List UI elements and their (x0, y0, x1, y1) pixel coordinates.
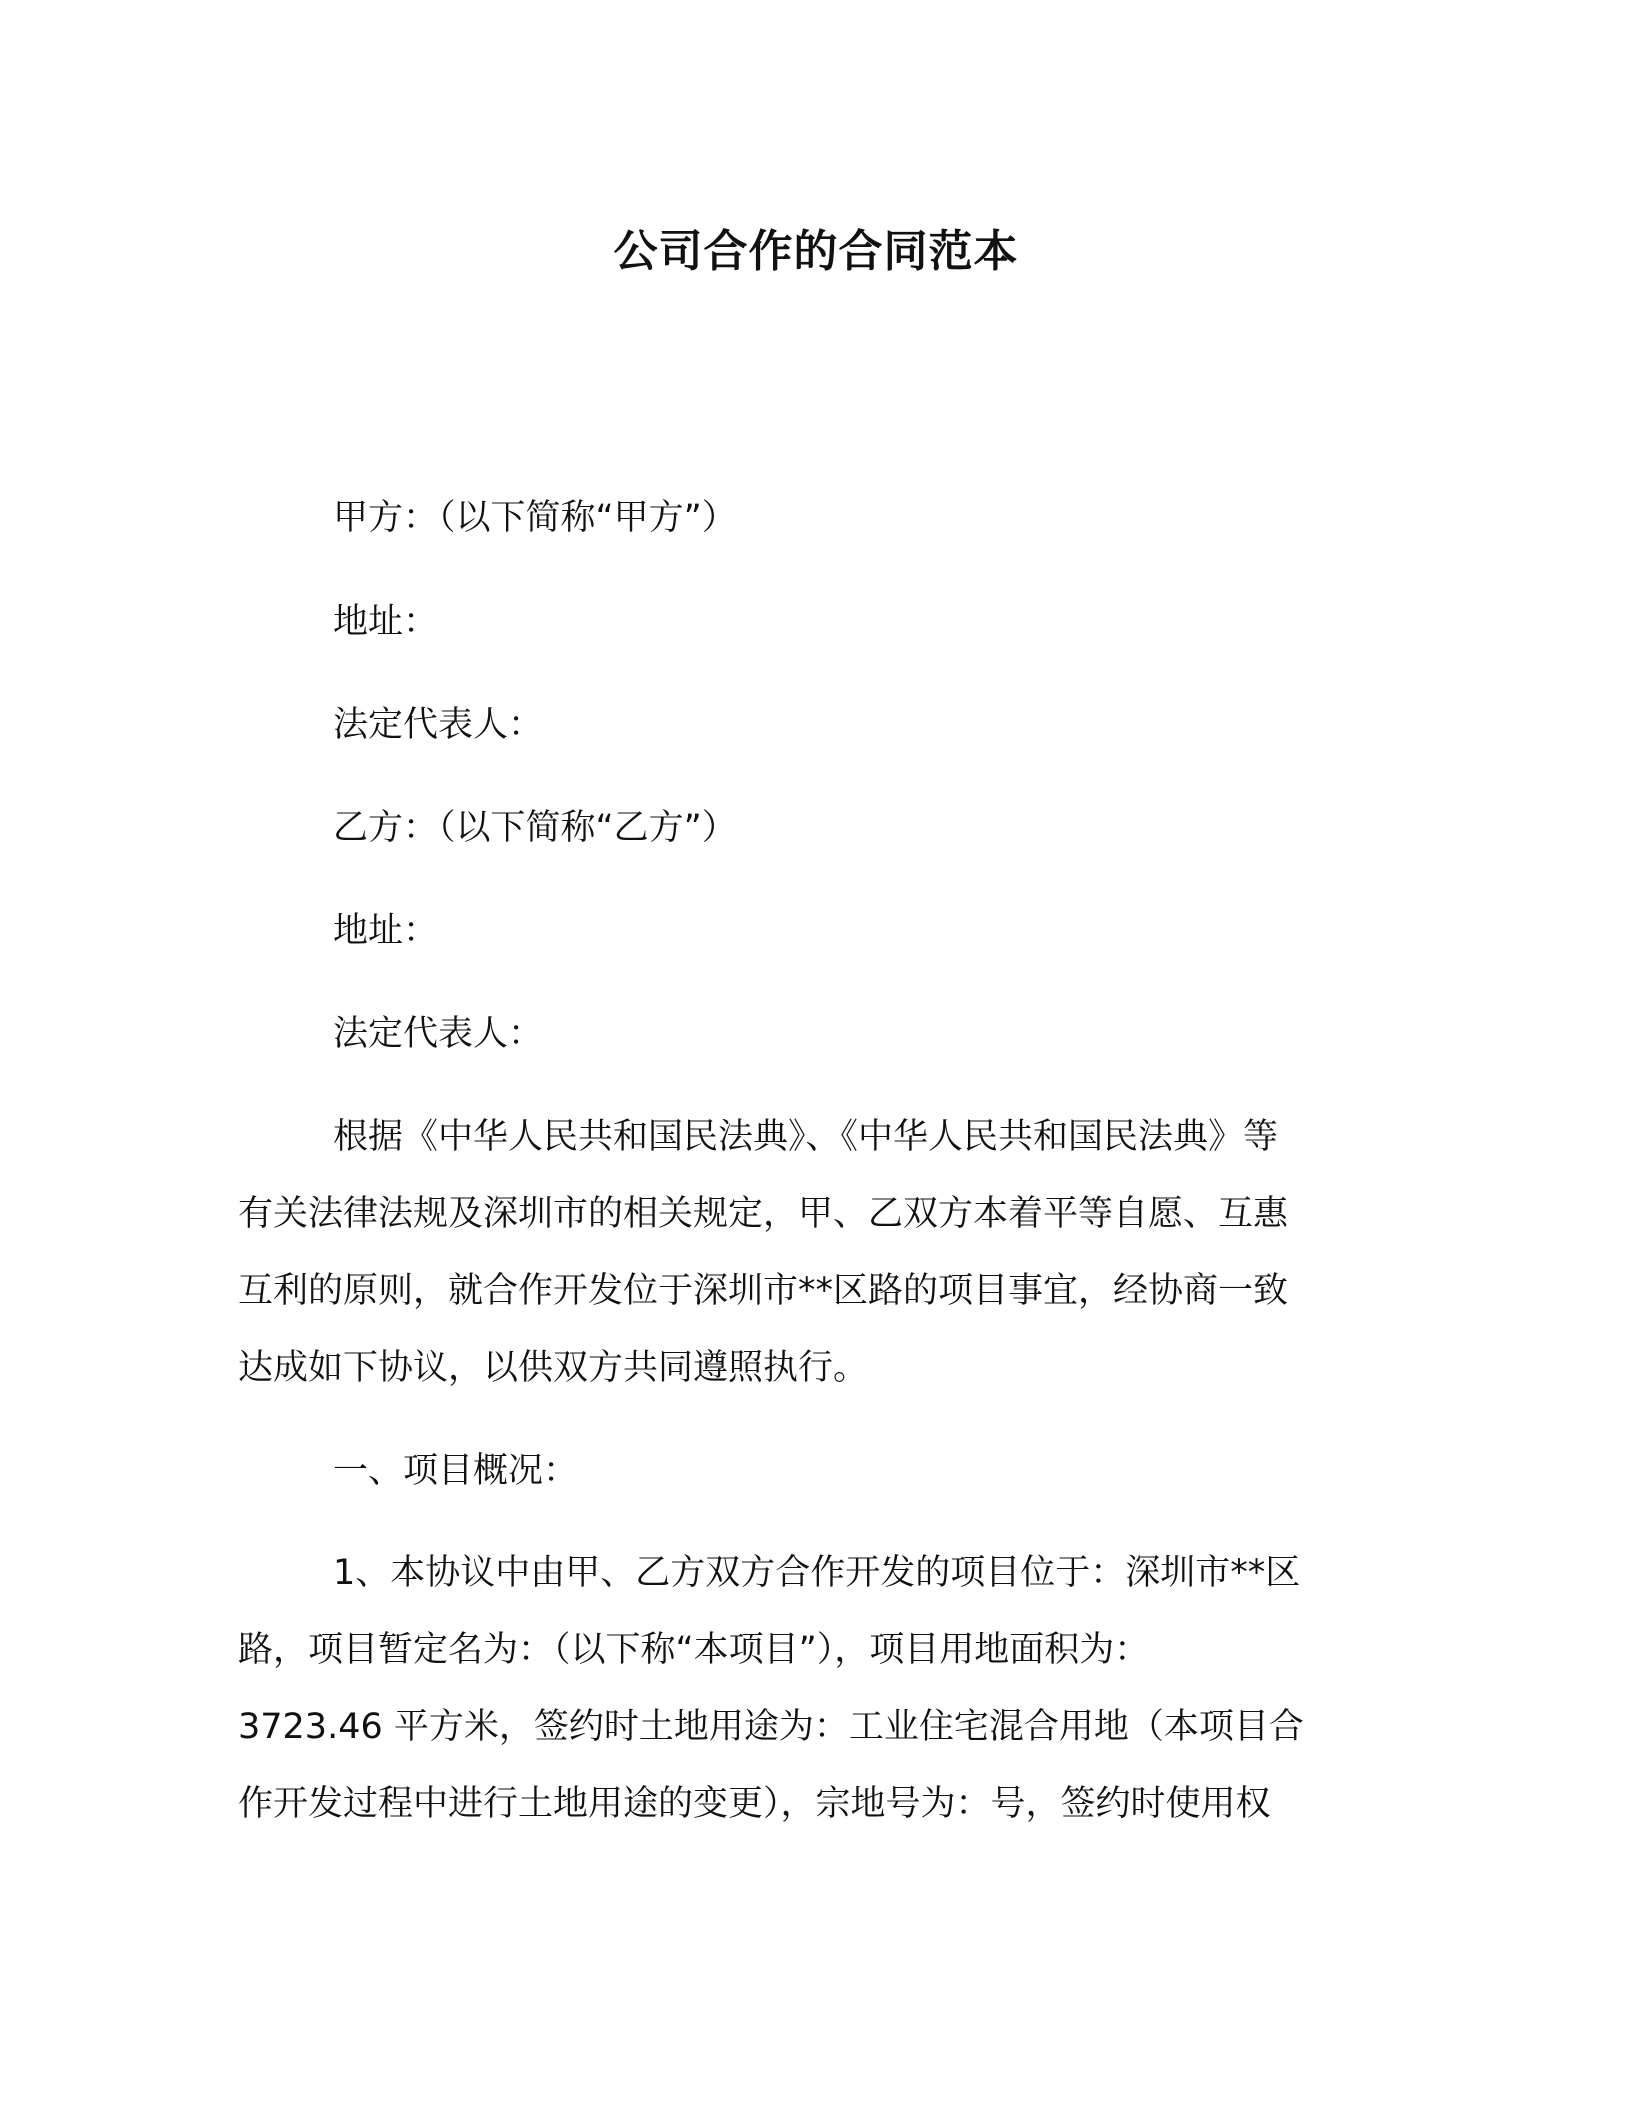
document-title: 公司合作的合同范本 (613, 226, 1019, 277)
section-1-line: 3723.46 平方米，签约时土地用途为：工业住宅混合用地（本项目合 (238, 1707, 1304, 1747)
section-1-line: 作开发过程中进行土地用途的变更），宗地号为：号，签约时使用权 (238, 1784, 1271, 1824)
intro-line: 达成如下协议，以供双方共同遵照执行。 (238, 1348, 869, 1388)
intro-line: 根据《中华人民共和国民法典》、《中华人民共和国民法典》等 (333, 1117, 1279, 1157)
party-b-address: 地址： (333, 911, 439, 951)
intro-paragraph (238, 1099, 1378, 1407)
party-b-line: 乙方：（以下简称“乙方”） (333, 808, 737, 848)
section-1-paragraph (238, 1535, 1378, 1843)
party-a-line: 甲方：（以下简称“甲方”） (333, 498, 737, 538)
party-a-representative: 法定代表人： (333, 705, 544, 745)
party-b-representative: 法定代表人： (333, 1014, 544, 1054)
section-1-heading: 一、项目概况： (333, 1451, 579, 1491)
party-a-address: 地址： (333, 602, 439, 642)
section-1-line: 路，项目暂定名为：（以下称“本项目”），项目用地面积为： (238, 1630, 1150, 1670)
section-1-line: 1、本协议中由甲、乙方双方合作开发的项目位于：深圳市**区 (333, 1553, 1301, 1593)
intro-line: 互利的原则，就合作开发位于深圳市**区路的项目事宜，经协商一致 (238, 1271, 1289, 1311)
intro-line: 有关法律法规及深圳市的相关规定，甲、乙双方本着平等自愿、互惠 (238, 1194, 1289, 1234)
